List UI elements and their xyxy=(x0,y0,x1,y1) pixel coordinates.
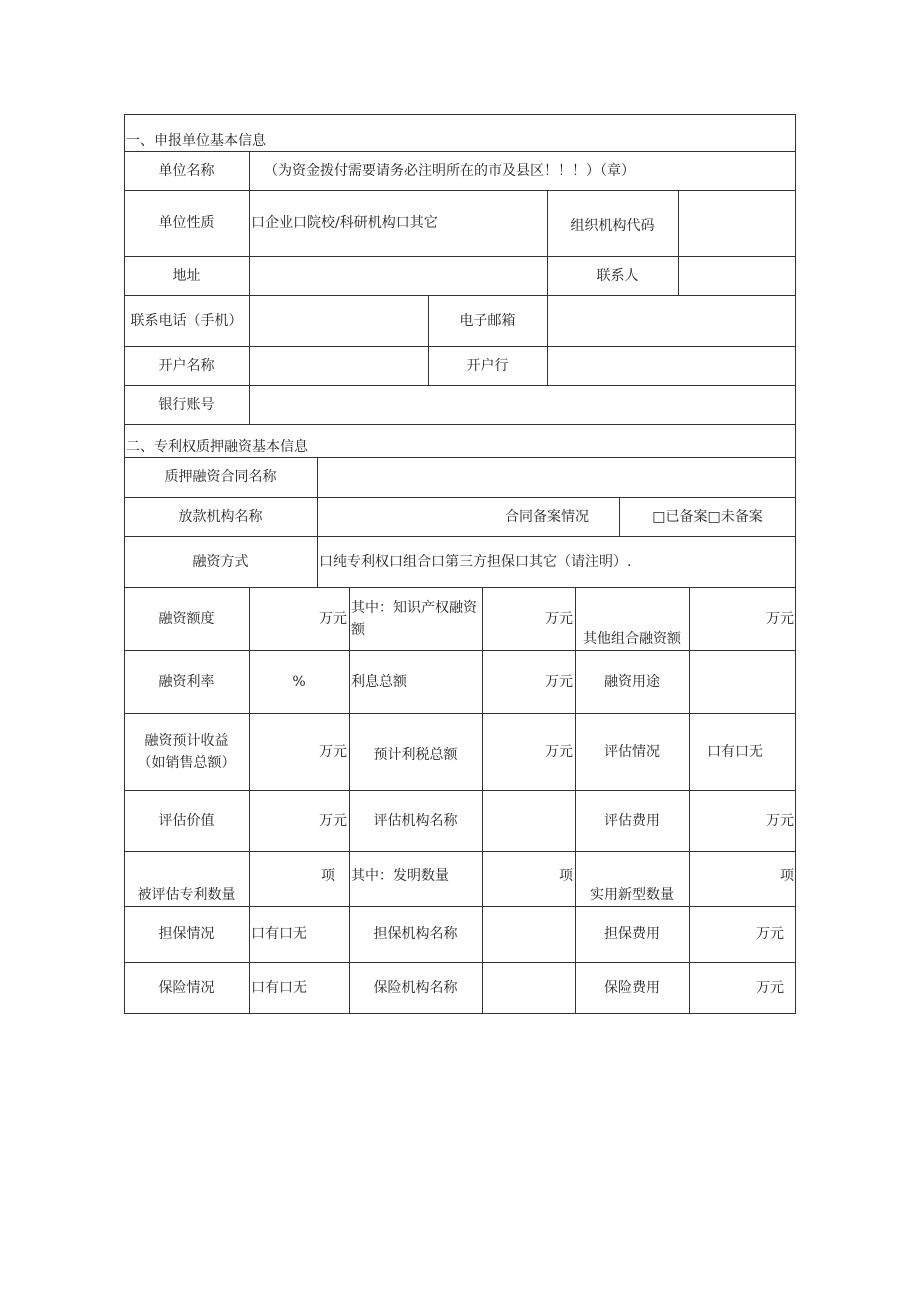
eval-value-label: 评估价值 xyxy=(158,812,215,829)
revenue-label: 融资预计收益（如销售总额） xyxy=(137,732,236,771)
account-name-input[interactable] xyxy=(249,346,428,385)
guarantee-fee-label: 担保费用 xyxy=(604,926,660,942)
insurance-options[interactable]: 口有口无 xyxy=(251,980,307,996)
org-code-input[interactable] xyxy=(678,190,796,256)
insurance-org-label: 保险机构名称 xyxy=(373,980,458,996)
tax-unit[interactable]: 万元 xyxy=(545,744,573,760)
guarantee-label: 担保情况 xyxy=(158,926,215,942)
interest-label: 利息总额 xyxy=(351,673,407,690)
unit-type-label: 单位性质 xyxy=(158,215,215,231)
utility-unit[interactable]: 项 xyxy=(780,868,794,884)
insurance-fee-label: 保险费用 xyxy=(604,980,660,996)
address-label: 地址 xyxy=(172,267,201,284)
eval-value-unit[interactable]: 万元 xyxy=(319,812,347,829)
unit-type-options[interactable]: 口企业口院校/科研机构口其它 xyxy=(251,215,438,231)
ip-amount-unit[interactable]: 万元 xyxy=(545,610,573,627)
eval-fee-label: 评估费用 xyxy=(604,812,660,829)
guarantee-org-input[interactable] xyxy=(482,906,575,962)
bank-account-label: 银行账号 xyxy=(158,396,215,413)
patent-count-label: 被评估专利数量 xyxy=(137,887,236,903)
eval-label: 评估情况 xyxy=(604,743,660,760)
patent-count-unit[interactable]: 项 xyxy=(321,868,335,884)
email-input[interactable] xyxy=(547,295,796,346)
ip-amount-label: 其中：知识产权融资额 xyxy=(351,600,477,638)
filing-label: 合同备案情况 xyxy=(505,508,589,525)
invention-unit[interactable]: 项 xyxy=(559,868,573,884)
purpose-label: 融资用途 xyxy=(604,673,660,690)
contract-name-input[interactable] xyxy=(317,457,796,497)
account-name-label: 开户名称 xyxy=(158,357,215,374)
other-amount-label: 其他组合融资额 xyxy=(583,631,681,647)
interest-unit[interactable]: 万元 xyxy=(545,673,573,690)
contact-label: 联系人 xyxy=(596,267,639,284)
insurance-label: 保险情况 xyxy=(158,980,215,996)
phone-input[interactable] xyxy=(249,295,428,346)
amount-label: 融资额度 xyxy=(158,610,215,627)
phone-label: 联系电话（手机） xyxy=(130,312,243,329)
tax-label: 预计利税总额 xyxy=(373,746,458,763)
filing-options[interactable]: □已备案□未备案 xyxy=(652,508,763,525)
unit-name-field[interactable]: （为资金拨付需要请务必注明所在的市及县区！！！）（章） xyxy=(264,162,635,179)
lender-label: 放款机构名称 xyxy=(178,508,263,525)
bank-label: 开户行 xyxy=(466,357,509,374)
eval-org-label: 评估机构名称 xyxy=(373,812,458,829)
guarantee-fee-unit[interactable]: 万元 xyxy=(756,926,784,942)
guarantee-org-label: 担保机构名称 xyxy=(373,926,458,942)
unit-name-label: 单位名称 xyxy=(158,162,215,179)
other-amount-unit[interactable]: 万元 xyxy=(766,610,794,627)
utility-label: 实用新型数量 xyxy=(590,887,674,903)
org-code-label: 组织机构代码 xyxy=(570,218,655,234)
email-label: 电子邮箱 xyxy=(459,312,516,329)
insurance-org-input[interactable] xyxy=(482,962,575,1014)
bank-account-input[interactable] xyxy=(249,385,796,424)
section2-title: 二、专利权质押融资基本信息 xyxy=(126,439,308,455)
bank-input[interactable] xyxy=(547,346,796,385)
eval-org-input[interactable] xyxy=(482,790,575,851)
rate-label: 融资利率 xyxy=(158,673,215,690)
rate-unit[interactable]: % xyxy=(292,673,306,690)
contract-name-label: 质押融资合同名称 xyxy=(164,469,277,485)
guarantee-options[interactable]: 口有口无 xyxy=(251,926,307,942)
purpose-input[interactable] xyxy=(689,650,796,713)
method-label: 融资方式 xyxy=(192,553,249,570)
invention-label: 其中：发明数量 xyxy=(351,868,449,884)
amount-unit[interactable]: 万元 xyxy=(319,610,347,627)
insurance-fee-unit[interactable]: 万元 xyxy=(756,980,784,996)
address-input[interactable] xyxy=(249,256,547,295)
eval-options[interactable]: 口有口无 xyxy=(707,743,763,760)
method-options[interactable]: 口纯专利权口组合口第三方担保口其它（请注明）. xyxy=(319,553,632,570)
contact-input[interactable] xyxy=(678,256,796,295)
revenue-unit[interactable]: 万元 xyxy=(319,744,347,760)
section1-title: 一、申报单位基本信息 xyxy=(126,133,266,149)
eval-fee-unit[interactable]: 万元 xyxy=(766,812,794,829)
